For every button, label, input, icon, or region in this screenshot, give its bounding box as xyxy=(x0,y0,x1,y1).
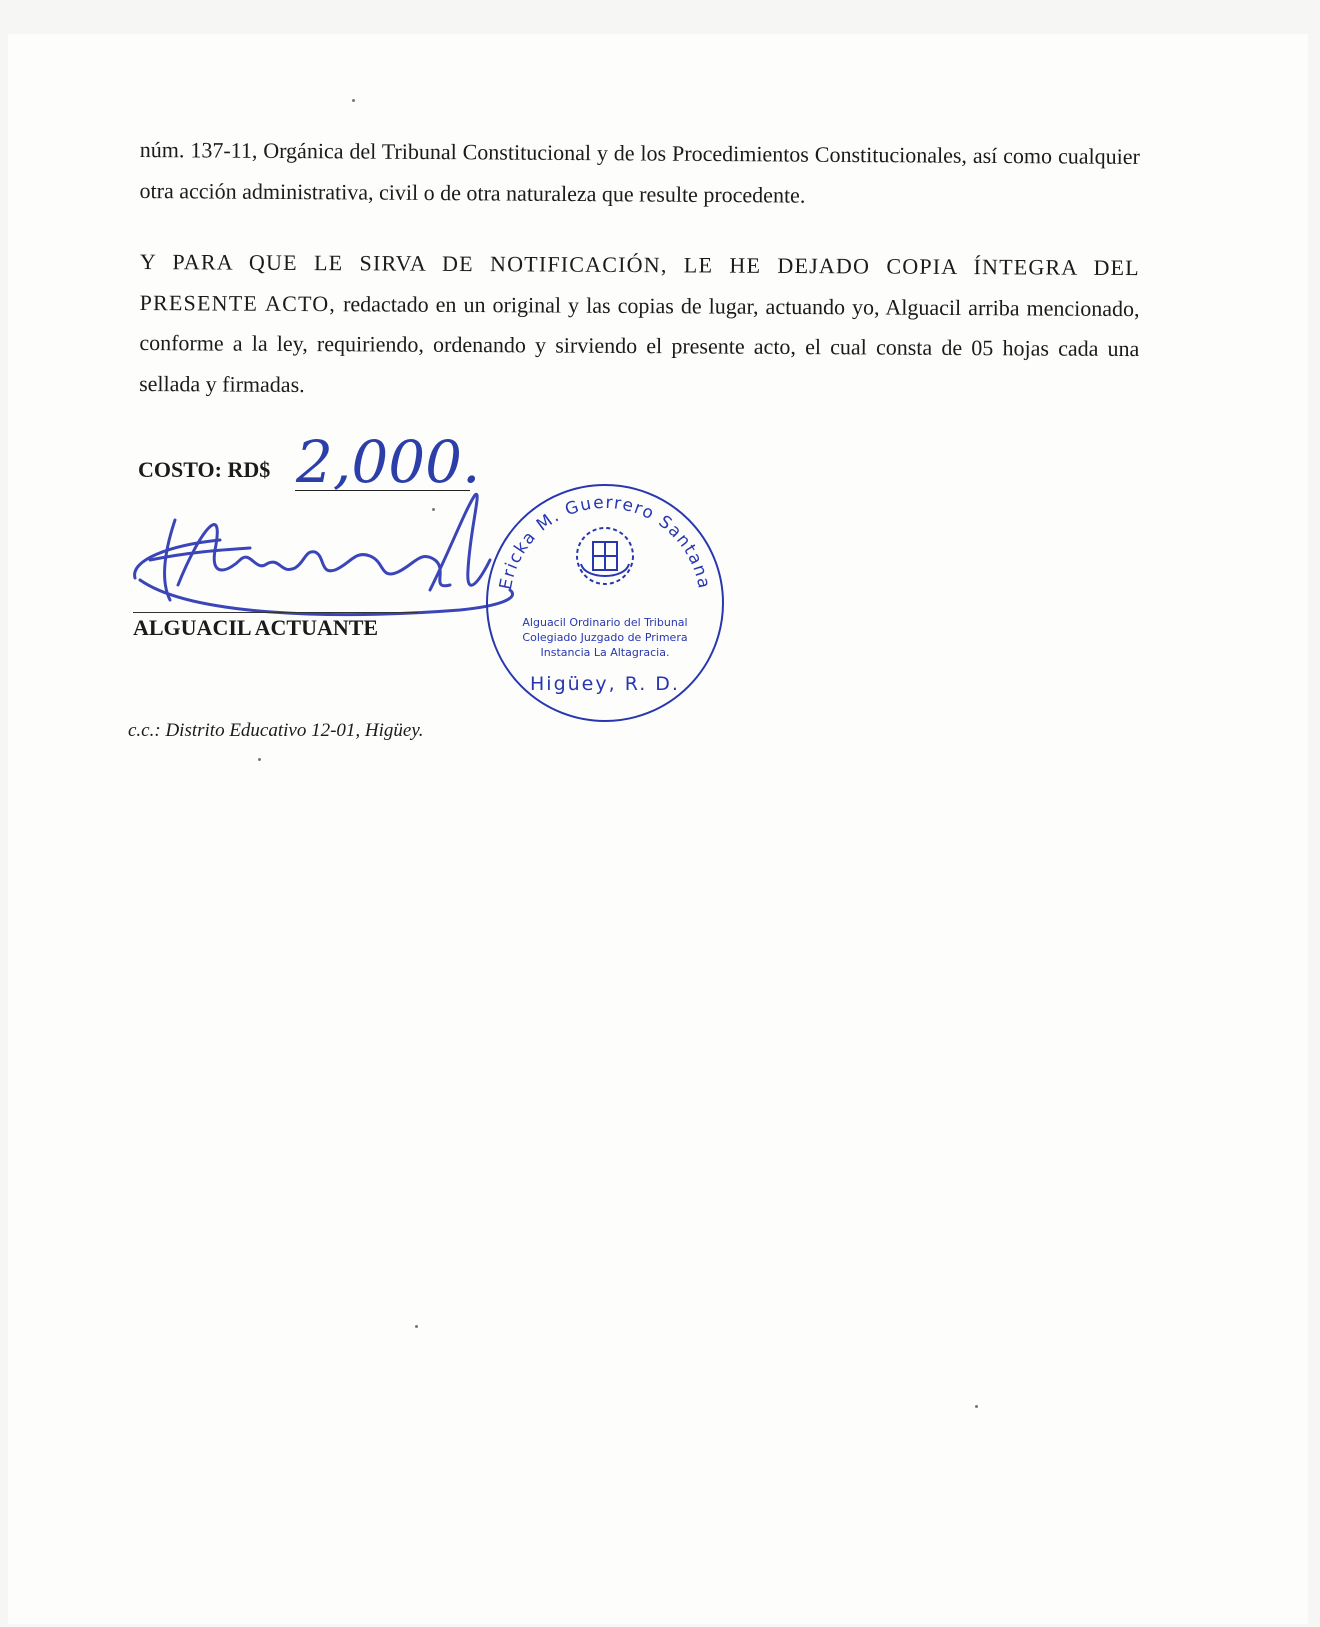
seal-city: Higüey, R. D. xyxy=(530,673,680,695)
scan-speck xyxy=(415,1325,418,1328)
seal-line-2: Colegiado Juzgado de Primera xyxy=(522,631,688,644)
notification-body-text: redactado en un original y las copias de lugar, actuando yo, Alguacil arriba mencionado, conforme a la ley, requiriendo, ordenando y sirviendo el presente acto, el cual consta de 05 hojas cada una sellada y firmadas. xyxy=(139,290,1140,398)
seal-name-arc: Ericka M. Guerrero Santana xyxy=(495,492,715,592)
seal-line-3: Instancia La Altagracia. xyxy=(540,646,670,659)
scan-speck xyxy=(352,99,355,102)
coat-of-arms-icon xyxy=(577,528,633,584)
scan-speck xyxy=(432,508,435,511)
official-seal xyxy=(470,468,740,738)
cost-amount-text: 2,000. xyxy=(296,428,481,496)
scan-speck xyxy=(258,758,261,761)
body-paragraph-2 xyxy=(139,242,1140,411)
cost-amount xyxy=(292,428,481,496)
carbon-copy-line: c.c.: Distrito Educativo 12-01, Higüey. xyxy=(128,720,424,741)
signer-title: ALGUACIL ACTUANTE xyxy=(133,612,418,641)
scan-speck xyxy=(975,1405,978,1408)
seal-line-1: Alguacil Ordinario del Tribunal xyxy=(522,616,688,629)
notification-caps-text: Y PARA QUE LE SIRVA DE NOTIFICACIÓN, LE HE DEJADO COPIA ÍNTEGRA DEL PRESENTE ACTO, xyxy=(139,248,1140,316)
cost-label: COSTO: RD$ xyxy=(138,457,271,482)
body-paragraph-1: núm. 137-11, Orgánica del Tribunal Constitucional y de los Procedimientos Constitucionales, así como cualquier otra acción administrativa, civil o de otra naturaleza que resulte procedente. xyxy=(139,136,1140,208)
